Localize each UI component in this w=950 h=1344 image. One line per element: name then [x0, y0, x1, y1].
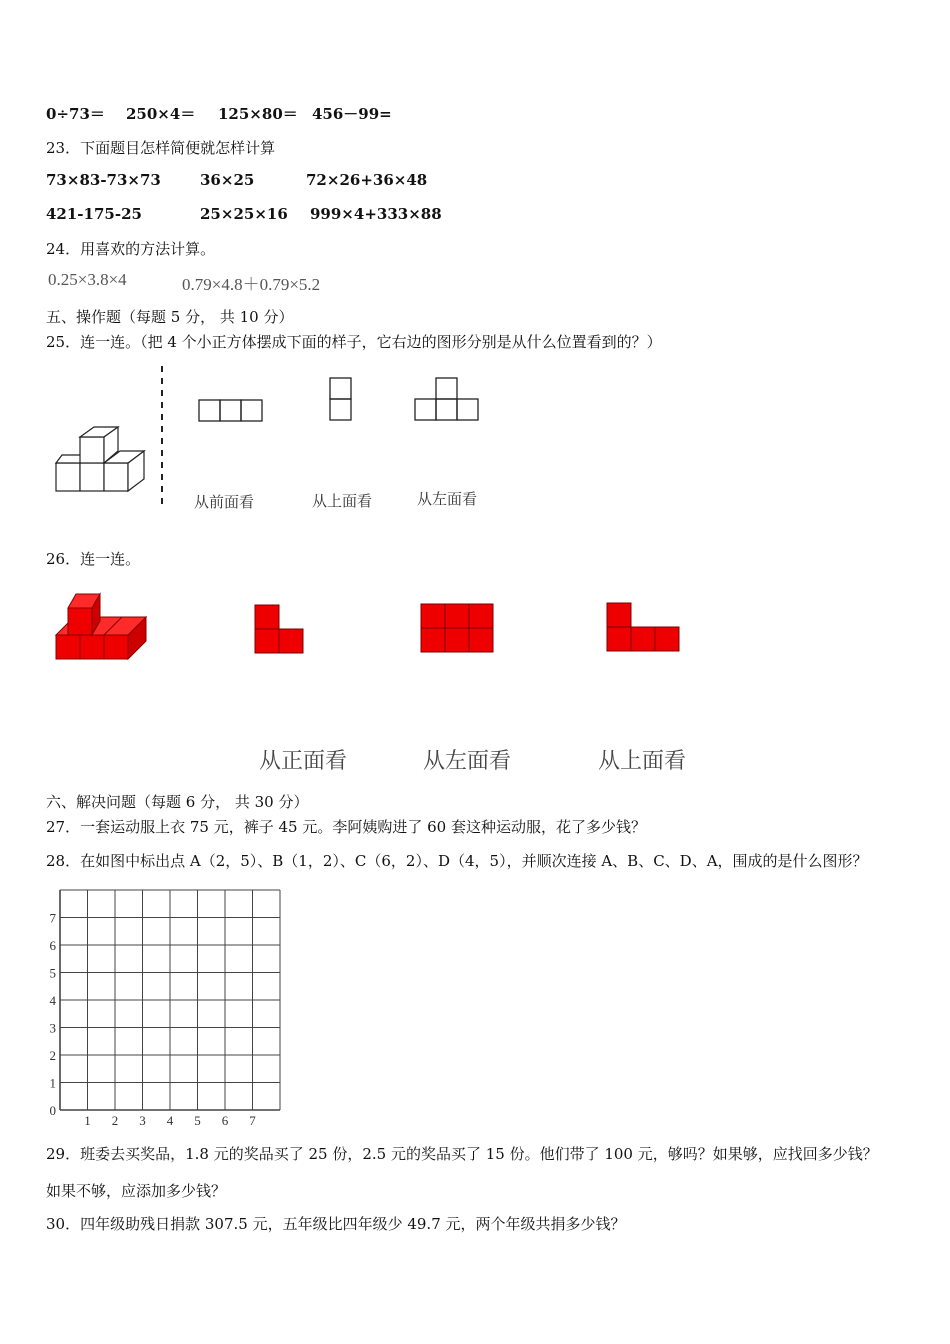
calc-item: 421-175-25	[46, 205, 142, 223]
calc-item: 72×26+36×48	[306, 171, 428, 189]
question-29-continued: 如果不够，应添加多少钱？	[46, 1182, 227, 1200]
q26-shape-rect	[420, 603, 494, 653]
x-axis-tick-label: 1	[84, 1113, 91, 1128]
q25-cube-stack	[54, 425, 148, 493]
y-axis-tick-label: 2	[49, 1048, 56, 1063]
x-axis-tick-label: 7	[249, 1113, 256, 1128]
caption-front-view: 从正面看	[259, 749, 348, 774]
section-5-title: 五、操作题（每题 5 分， 共 10 分）	[46, 308, 294, 326]
x-axis-tick-label: 5	[194, 1113, 201, 1128]
calc-item: 0.25×3.8×4	[48, 270, 127, 289]
x-axis-tick-label: 2	[111, 1113, 119, 1128]
calc-item: 125×80＝	[218, 105, 298, 123]
q26-shape-l-small	[254, 604, 304, 654]
y-axis-tick-label: 1	[49, 1075, 56, 1091]
y-axis-tick-label: 3	[49, 1020, 56, 1036]
question-26: 26．连一连。	[46, 550, 141, 568]
q25-view-front	[198, 399, 266, 423]
calc-item: 456－99=	[312, 105, 392, 123]
q25-divider	[160, 366, 164, 508]
caption-left-view: 从左面看	[423, 749, 512, 774]
question-25: 25．连一连。（把 4 个小正方体摆成下面的样子，它右边的图形分别是从什么位置看到的？）	[46, 333, 662, 351]
caption-top-view: 从上面看	[598, 749, 687, 774]
calc-item: 0.79×4.8＋0.79×5.2	[182, 275, 321, 294]
q25-view-top	[329, 377, 353, 423]
caption-front-view: 从前面看	[194, 493, 255, 511]
question-23: 23．下面题目怎样简便就怎样计算	[46, 139, 276, 157]
y-axis-tick-label: 4	[49, 993, 56, 1008]
question-30: 30．四年级助残日捐款 307.5 元，五年级比四年级少 49.7 元，两个年级共捐多少钱？	[46, 1215, 626, 1233]
calc-item: 25×25×16	[200, 205, 288, 223]
question-28: 28．在如图中标出点 A（2，5）、B（1，2）、C（6，2）、D（4，5），并顺次连接 A、B、C、D、A，围成的是什么图形？	[46, 852, 868, 870]
q26-shape-l-wide	[606, 602, 680, 652]
y-axis-tick-label: 7	[49, 910, 56, 926]
calc-item: 73×83-73×73	[46, 171, 161, 189]
y-axis-tick-label: 5	[49, 965, 56, 981]
calc-item: 36×25	[200, 171, 255, 189]
section-6-title: 六、解决问题（每题 6 分， 共 30 分）	[46, 793, 309, 811]
q26-red-cube-stack	[54, 590, 150, 662]
y-axis-tick-label: 0	[49, 1103, 56, 1118]
coordinate-grid	[44, 884, 284, 1130]
x-axis-tick-label: 6	[221, 1113, 229, 1128]
q25-view-left	[414, 377, 482, 423]
x-axis-tick-label: 4	[166, 1113, 174, 1128]
caption-left-view: 从左面看	[417, 490, 478, 508]
y-axis-tick-label: 6	[49, 938, 56, 953]
question-29: 29．班委去买奖品，1.8 元的奖品买了 25 份，2.5 元的奖品买了 15 份。他们带了 100 元，够吗？如果够，应找回多少钱？	[46, 1145, 878, 1163]
calc-item: 250×4＝	[126, 105, 196, 123]
calc-item: 999×4+333×88	[310, 205, 442, 223]
caption-top-view: 从上面看	[312, 492, 373, 510]
question-24: 24．用喜欢的方法计算。	[46, 240, 216, 258]
calc-item: 0÷73＝	[46, 105, 105, 123]
question-27: 27．一套运动服上衣 75 元，裤子 45 元。李阿姨购进了 60 套这种运动服，花了多少钱？	[46, 818, 646, 836]
x-axis-tick-label: 3	[139, 1113, 146, 1128]
